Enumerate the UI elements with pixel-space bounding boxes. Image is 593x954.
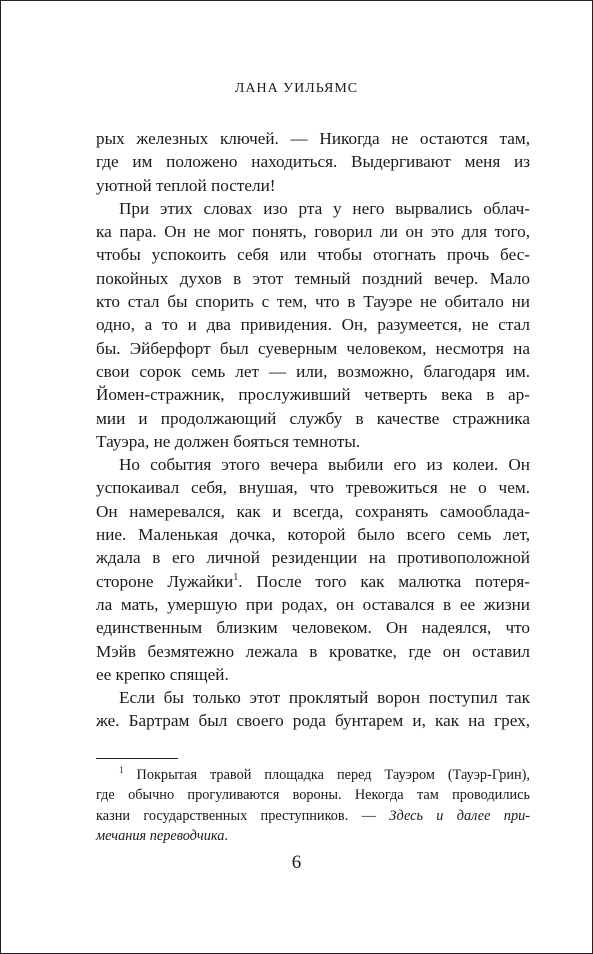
body-text (96, 127, 530, 733)
footnote-separator (96, 758, 178, 759)
text-line: одно, а то и два привидения. Он, разумеется, не стал (96, 315, 530, 335)
footnote-text: Покрытая травой площадка перед Тауэром (Тауэр-Грин), (136, 767, 530, 783)
text-line: Если бы только этот проклятый ворон поступил так (119, 688, 530, 708)
text-line: бы. Эйберфорт был суеверным человеком, несмотря на (96, 338, 530, 358)
text-fragment: стороне Лужайки (96, 571, 234, 591)
footnote-reference: 1 (233, 571, 239, 583)
text-fragment: . После того как малютка потеря- (238, 571, 530, 591)
text-line: единственным близким человеком. Он надеялся, что (96, 618, 530, 638)
text-line: свои сорок семь лет — или, возможно, благодаря им. (96, 361, 530, 381)
page-number: 6 (291, 852, 302, 873)
text-line: покойных духов в этот темный поздний вечер. Мало (96, 268, 530, 288)
text-line: ла мать, умершую при родах, он оставался в ее жизни (96, 594, 530, 614)
footnote-text: казни государственных преступников. — (96, 807, 376, 824)
footnote-text: . (224, 828, 228, 845)
footnote-line (96, 806, 530, 826)
footnote (96, 765, 530, 847)
text-line: Мэйв безмятежно лежала в кроватке, где он оставил (96, 641, 530, 661)
text-line: ее крепко спящей. (96, 664, 229, 684)
footnote-line (96, 765, 530, 785)
footnote-line: где обычно прогуливаются вороны. Некогда там проводились (96, 787, 530, 804)
text-line: ждала в его личной резиденции на противоположной (96, 548, 530, 568)
text-line: где им положено находиться. Выдергивают меня из (96, 152, 530, 172)
text-line: При этих словах изо рта у него вырвались облач- (119, 198, 530, 218)
running-head-author: ЛАНА УИЛЬЯМС (234, 81, 359, 96)
text-line: уютной теплой постели! (96, 175, 276, 195)
text-line-with-footnote-ref (96, 570, 530, 593)
text-line: же. Бартрам был своего рода бунтарем и, как на грех, (96, 711, 530, 731)
footnote-marker: 1 (119, 765, 124, 775)
footnote-italic-text: мечания переводчика (96, 828, 225, 845)
text-line: чтобы успокоить себя или чтобы отогнать прочь бес- (96, 245, 530, 265)
text-line: Йомен-стражник, прослуживший четверть века в ар- (96, 385, 530, 405)
footnote-italic-text: Здесь и далее при- (389, 807, 530, 824)
text-line: мии и продолжающий службу в качестве стражника (96, 408, 530, 428)
text-line: ние. Маленькая дочка, которой было всего семь лет, (96, 525, 530, 545)
text-line: ка пара. Он не мог понять, говорил ли он это для того, (96, 222, 530, 242)
text-line: Тауэра, не должен бояться темноты. (96, 431, 361, 451)
footnote-line (96, 826, 530, 846)
text-line: рых железных ключей. — Никогда не остаются там, (96, 129, 530, 148)
text-line: успокаивал себя, внушая, что тревожиться не о чем. (96, 478, 530, 498)
text-line: Он намеревался, как и всегда, сохранять самооблада- (96, 501, 530, 521)
text-line: кто стал бы спорить с тем, что в Тауэре не обитало ни (96, 292, 530, 312)
text-line: Но события этого вечера выбили его из колеи. Он (119, 455, 530, 475)
